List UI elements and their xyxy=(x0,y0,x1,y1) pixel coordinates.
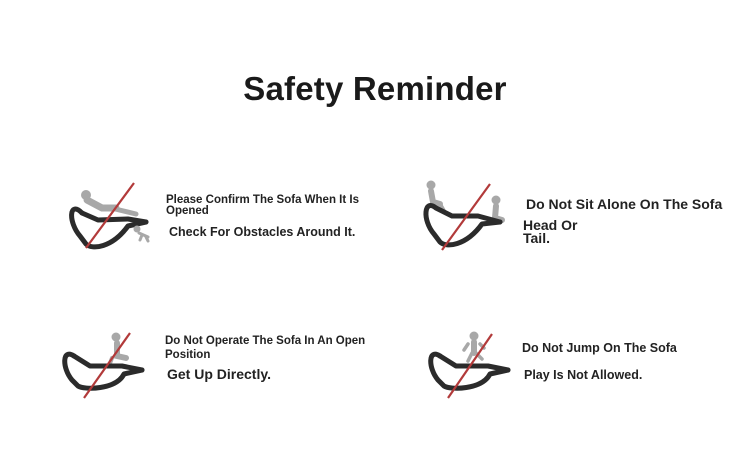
reminder-item-head-tail xyxy=(422,178,742,258)
reminder-line-3: Get Up Directly. xyxy=(167,366,271,382)
reminder-line-2: Head Or xyxy=(523,217,578,233)
reminder-line-1: Do Not Sit Alone On The Sofa xyxy=(526,196,723,212)
reminder-line-3: Check For Obstacles Around It. xyxy=(169,225,356,239)
sofa-recliner-child-under-icon xyxy=(66,178,156,253)
reminder-line-2: Play Is Not Allowed. xyxy=(524,368,643,382)
reminder-line-1: Do Not Operate The Sofa In An Open xyxy=(165,335,366,347)
reminder-item-obstacles xyxy=(66,178,386,258)
reminder-line-2: Opened xyxy=(166,205,209,217)
reminder-line-3: Tail. xyxy=(523,230,550,246)
reminder-line-1: Do Not Jump On The Sofa xyxy=(522,341,677,355)
reminder-item-open-position xyxy=(62,328,382,408)
sofa-recliner-jumping-icon xyxy=(428,328,518,403)
reminder-item-jump xyxy=(428,328,748,408)
sofa-recliner-standing-up-icon xyxy=(62,328,152,403)
reminder-line-1: Please Confirm The Sofa When It Is xyxy=(166,194,359,206)
sofa-recliner-sitting-head-tail-icon xyxy=(422,178,512,253)
page-title: Safety Reminder xyxy=(243,70,507,107)
reminder-line-2: Position xyxy=(165,349,211,361)
